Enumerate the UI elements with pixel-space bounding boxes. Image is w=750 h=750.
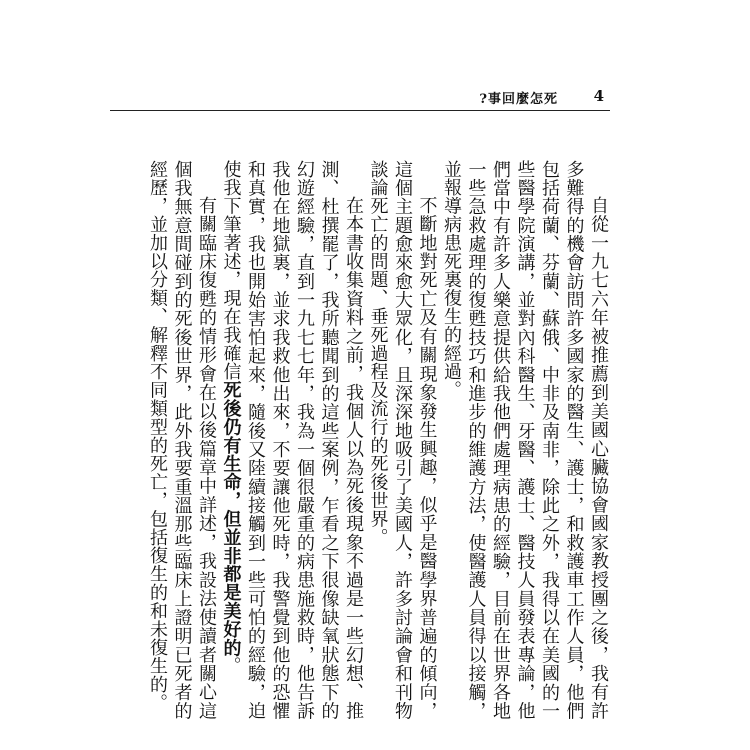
paragraph-3-text: 在本書收集資料之前，我個人以為死後現象不過是一些幻想、推測、杜撰罷了，我所聽聞到的這些案例，乍看之下很像缺氧狀態下的幻遊經驗，直到一九七七年，我為一個很嚴重的病患施救時，他告訴我他在地獄裏，並求我救他出來，不要讓他死時，我警覺到他的恐懼和真實，我也開始害怕起來，隨後又陸續接觸到一些可怕的經驗，迫使我下筆著述，現在我確信 [220, 160, 364, 720]
page-number: 4 [593, 87, 604, 105]
paragraph-4: 有關臨床復甦的情形會在以後篇章中詳述，我設法使讀者關心這個我無意間碰到的死後世界，此外我要重溫那些臨床上證明已死者的經歷，並加以分類、解釋不同類型的死亡，包括復生的和未復生的。 [147, 160, 217, 720]
paragraph-3-end: 。 [220, 656, 242, 676]
paragraph-3 [218, 160, 365, 720]
paragraph-1: 自從一九七六年被推薦到美國心臟協會國家教授團之後，我有許多難得的機會訪問許多國家的醫生、護士，和救護車工作人員，他們包括荷蘭、芬蘭、蘇俄、中非及南非，除此之外，我得以在美國的一些醫學院演講，並對內科醫生、牙醫、護士、醫技人員發表專論，他們當中有許多人樂意提供給我他們處理病患的經驗，目前在世界各地一些急救處理的復甦技巧和進步的維護方法，使醫護人員得以接觸，並報導病患死裏復生的經過。 [441, 160, 609, 720]
running-header-title: ?事回麼怎死 [479, 92, 558, 107]
paragraph-2: 不斷地對死亡及有關現象發生興趣，似乎是醫學界普遍的傾向，這個主題愈來愈大眾化，且深深地吸引了美國人，許多討論會和刊物談論死亡的問題、垂死過程及流行的死後世界。 [367, 160, 438, 720]
page-header [110, 82, 610, 108]
header-rule [110, 110, 610, 111]
emphasized-sentence: 死後仍有生命，但並非都是美好的 [220, 380, 242, 657]
body-text [147, 160, 610, 720]
